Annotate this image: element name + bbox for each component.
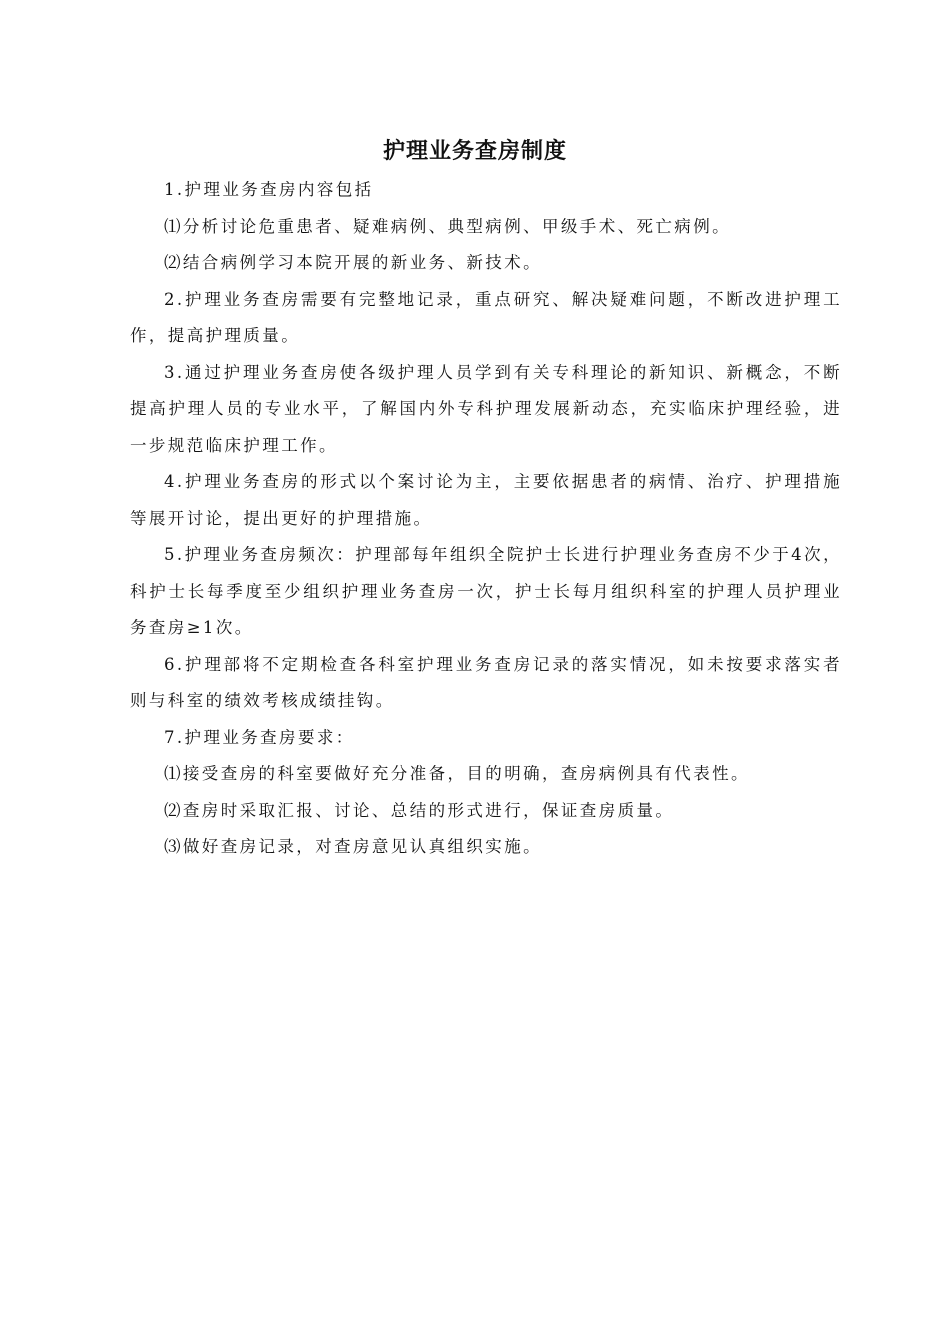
- paragraph-3: 3.通过护理业务查房使各级护理人员学到有关专科理论的新知识、新概念，不断提高护理人员的专业水平，了解国内外专科护理发展新动态，充实临床护理经验，进一步规范临床护理工作。: [130, 362, 842, 455]
- paragraph-1: 1.护理业务查房内容包括: [164, 180, 374, 199]
- document-title: 护理业务查房制度: [382, 139, 567, 164]
- paragraph-1-item-2: ⑵结合病例学习本院开展的新业务、新技术。: [164, 253, 542, 272]
- document-body: [130, 172, 842, 866]
- paragraph-1-item-1: ⑴分析讨论危重患者、疑难病例、典型病例、甲级手术、死亡病例。: [164, 216, 731, 236]
- paragraph-7-item-2: ⑵查房时采取汇报、讨论、总结的形式进行，保证查房质量。: [164, 800, 675, 820]
- paragraph-2: 2.护理业务查房需要有完整地记录，重点研究、解决疑难问题，不断改进护理工作，提高护理质量。: [130, 289, 842, 345]
- paragraph-4: 4.护理业务查房的形式以个案讨论为主，主要依据患者的病情、治疗、护理措施等展开讨论，提出更好的护理措施。: [130, 472, 842, 528]
- paragraph-7-item-1: ⑴接受查房的科室要做好充分准备，目的明确，查房病例具有代表性。: [164, 764, 750, 783]
- paragraph-5: 5.护理业务查房频次：护理部每年组织全院护士长进行护理业务查房不少于4次，科护士长每季度至少组织护理业务查房一次，护士长每月组织科室的护理人员护理业务查房≥1次。: [130, 545, 842, 637]
- paragraph-6: 6.护理部将不定期检查各科室护理业务查房记录的落实情况，如未按要求落实者则与科室的绩效考核成绩挂钩。: [130, 654, 842, 710]
- paragraph-7-item-3: ⑶做好查房记录，对查房意见认真组织实施。: [164, 837, 542, 856]
- paragraph-7: 7.护理业务查房要求：: [164, 727, 355, 747]
